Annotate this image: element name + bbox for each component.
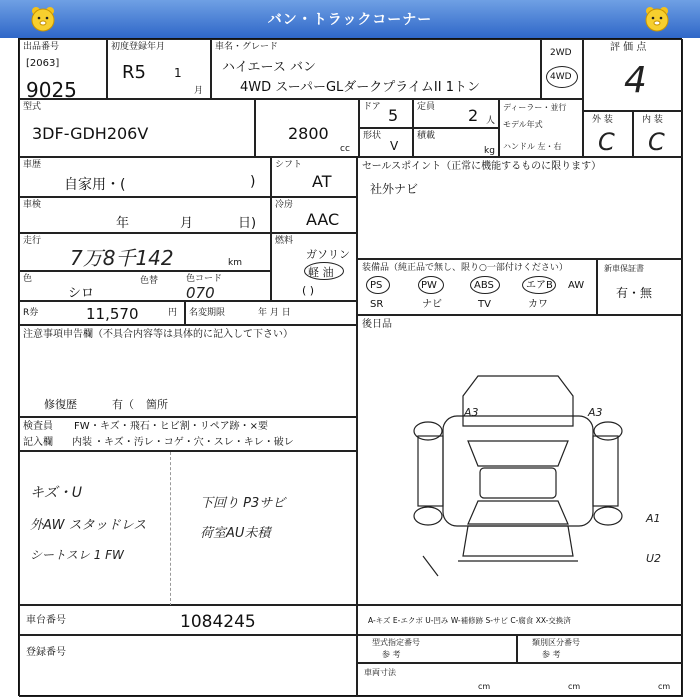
- cooler-cell: [271, 197, 357, 233]
- name-change-cell: [185, 301, 357, 325]
- score-label: 評 価 点: [610, 42, 647, 53]
- doors-cell: [359, 99, 413, 128]
- interior-label: 内 装: [642, 115, 663, 125]
- model-name-line1: ハイエース バン: [222, 60, 316, 75]
- inspector-line1-prefix: FW: [74, 421, 90, 432]
- registration-no-cell: [19, 635, 357, 697]
- eq-pw: PW: [421, 280, 437, 291]
- note-cargo: 荷室AU未積: [200, 526, 271, 541]
- registration-era: R5: [122, 62, 146, 83]
- color-label: 色: [23, 274, 33, 284]
- color-value: シロ: [68, 286, 95, 301]
- dimensions-cell: [357, 663, 683, 697]
- repair-value: 有（: [112, 398, 134, 411]
- inspection-cell: [19, 197, 271, 233]
- note-studless: 外AW スタッドレス: [30, 518, 147, 533]
- inspector-label-2: 記入欄: [23, 437, 53, 448]
- inspector-line2: ・キズ・汚レ・コゲ・穴・スレ・キレ・破レ: [94, 437, 294, 448]
- chassis-value: 1084245: [180, 612, 256, 632]
- model-code-value: 3DF-GDH206V: [32, 124, 149, 143]
- cooler-value: AAC: [306, 210, 340, 229]
- fuel-label: 燃料: [275, 236, 294, 246]
- eq-sr: SR: [370, 299, 384, 310]
- class-ref: 参 考: [542, 650, 561, 659]
- fuel-cell: [271, 233, 357, 301]
- chassis-label: 車台番号: [26, 615, 66, 626]
- score-value: 4: [624, 60, 647, 101]
- lot-number: 9025: [26, 78, 77, 102]
- capacity-value: 2: [468, 106, 479, 125]
- model-spec-ref: 参 考: [382, 650, 401, 659]
- bear-mascot-icon: [28, 4, 58, 34]
- eq-ps: PS: [370, 280, 383, 291]
- legend-text: A-キズ E-エクボ U-凹み W-補修跡 S-サビ C-腐食 XX-交換済: [368, 616, 571, 625]
- handle-label: ハンドル 左・右: [503, 142, 562, 151]
- eq-abs: ABS: [474, 280, 494, 291]
- color-code: 070: [186, 284, 215, 302]
- shape-value: V: [390, 139, 399, 153]
- exterior-label: 外 装: [592, 115, 613, 125]
- mileage-cell: [19, 233, 271, 271]
- model-name-label: 車名・グレード: [215, 42, 279, 52]
- load-label: 積載: [417, 131, 436, 141]
- drive-cell: [541, 39, 583, 99]
- repair-label: 修復歴: [44, 398, 77, 411]
- interior-cell: [633, 111, 683, 157]
- chassis-cell: [19, 605, 357, 635]
- load-cell: [413, 128, 499, 157]
- fuel-diesel: 軽 油: [308, 266, 334, 279]
- eq-airbag: エアB: [526, 280, 553, 291]
- mark-a3-left: A3: [464, 406, 479, 419]
- color-code-label: 色コード: [186, 274, 223, 284]
- history-close: ): [250, 174, 256, 190]
- eq-aw: AW: [568, 280, 585, 291]
- lot-bracket-code: [2063]: [26, 58, 60, 69]
- shape-cell: [359, 128, 413, 157]
- registration-no-label: 登録番号: [26, 647, 66, 658]
- legend-cell: [357, 605, 683, 635]
- capacity-unit: 人: [486, 116, 496, 126]
- mileage-unit: km: [228, 258, 242, 268]
- dealer-label: ディーラー・並行: [503, 103, 567, 112]
- warranty-cell: [597, 259, 683, 315]
- name-change-label: 名変期限: [189, 308, 226, 318]
- recycle-unit: 円: [168, 308, 178, 318]
- registration-month: 1: [174, 66, 182, 80]
- note-seat: シートスレ 1 FW: [30, 548, 124, 562]
- model-code-label: 型式: [23, 102, 42, 112]
- dim-unit-1: cm: [478, 682, 491, 691]
- shift-label: シフト: [275, 160, 303, 170]
- exterior-value: C: [598, 128, 615, 156]
- inspector-line1: ・キズ・飛石・ヒビ割・リペア跡・×要: [90, 421, 268, 432]
- mark-a1: A1: [646, 512, 661, 525]
- interior-value: C: [648, 128, 665, 156]
- inspector-cell: [19, 417, 357, 451]
- notes-cell: [19, 325, 357, 417]
- inspector-line2-prefix: 内装: [72, 437, 92, 448]
- after-label: 後日品: [362, 319, 392, 330]
- warranty-label: 新車保証書: [604, 264, 644, 273]
- inspection-label: 車検: [23, 200, 42, 210]
- lot-label: 出品番号: [23, 42, 60, 52]
- class-cell: [517, 635, 683, 663]
- displacement-value: 2800: [288, 124, 329, 143]
- inspection-day: 日): [238, 216, 257, 231]
- history-value: 自家用・(: [64, 177, 126, 193]
- auction-sheet: [18, 38, 682, 696]
- doors-label: ドア: [363, 102, 381, 112]
- inspection-year: 年: [116, 216, 130, 231]
- header-title: バン・トラックコーナー: [267, 12, 433, 28]
- exterior-cell: [583, 111, 633, 157]
- mark-a3-right: A3: [588, 406, 603, 419]
- lot-cell: [19, 39, 107, 102]
- recycle-value: 11,570: [86, 305, 139, 323]
- header-bar: [0, 0, 700, 38]
- shape-label: 形状: [363, 131, 382, 141]
- registration-month-unit: 月: [194, 86, 204, 96]
- doors-value: 5: [388, 106, 399, 125]
- drive-2wd: 2WD: [550, 48, 572, 58]
- color-change-label: 色替: [140, 276, 159, 286]
- bear-mascot-icon-right: [642, 4, 672, 34]
- inspector-label-1: 検査員: [23, 421, 53, 432]
- dimensions-label: 車両寸法: [364, 668, 396, 677]
- dim-unit-3: cm: [658, 682, 671, 691]
- equipment-cell: [357, 259, 597, 315]
- sales-points-label: セールスポイント（正常に機能するものに限ります）: [362, 161, 602, 172]
- model-year-label: モデル年式: [503, 120, 543, 129]
- history-cell: [19, 157, 271, 197]
- model-name-cell: [211, 39, 541, 99]
- diagram-cell: [357, 315, 683, 605]
- registration-label: 初度登録年月: [111, 42, 166, 52]
- warranty-value: 有・無: [616, 286, 653, 300]
- cooler-label: 冷房: [275, 200, 294, 210]
- recycle-label: R券: [23, 308, 39, 318]
- sales-points-value: 社外ナビ: [370, 182, 419, 196]
- mileage-label: 走行: [23, 236, 42, 246]
- eq-tv: TV: [478, 299, 491, 310]
- note-scratch: キズ・U: [30, 485, 82, 501]
- dim-unit-2: cm: [568, 682, 581, 691]
- model-spec-label: 型式指定番号: [372, 638, 420, 647]
- equipment-label: 装備品（純正品で無し、限り○一部付けください）: [362, 263, 568, 273]
- drive-4wd: 4WD: [550, 72, 572, 82]
- history-label: 車歴: [23, 160, 42, 170]
- score-cell: [583, 39, 683, 111]
- recycle-cell: [19, 301, 185, 325]
- displacement-unit: cc: [340, 144, 350, 154]
- dealer-cell: [499, 99, 583, 157]
- capacity-label: 定員: [417, 102, 436, 112]
- shift-value: AT: [312, 172, 332, 191]
- model-name-line2: 4WD スーパーGLダークプライムII 1トン: [240, 80, 480, 95]
- shift-cell: [271, 157, 357, 197]
- fuel-gasoline: ガソリン: [306, 248, 350, 261]
- fuel-paren: ( ): [302, 284, 315, 297]
- repair-place: 箇所: [146, 398, 168, 411]
- registration-cell: [107, 39, 211, 99]
- color-cell: [19, 271, 271, 301]
- mileage-value: 7万8千142: [70, 246, 174, 270]
- note-underbody: 下回り P3サビ: [200, 496, 286, 511]
- displacement-cell: [255, 99, 359, 157]
- sales-points-cell: [357, 157, 683, 259]
- eq-navi: ナビ: [422, 299, 442, 310]
- eq-leather: カワ: [528, 299, 548, 310]
- inspection-month: 月: [180, 216, 194, 231]
- notes-label: 注意事項申告欄（不具合内容等は具体的に記入して下さい）: [23, 329, 293, 340]
- capacity-cell: [413, 99, 499, 128]
- car-damage-diagram: [398, 356, 638, 586]
- handwriting-cell: [19, 451, 357, 605]
- load-unit: kg: [484, 146, 495, 156]
- mark-u2: U2: [646, 552, 662, 565]
- class-label: 類別区分番号: [532, 638, 580, 647]
- name-change-date: 年 月 日: [258, 308, 291, 318]
- model-spec-cell: [357, 635, 517, 663]
- model-code-cell: [19, 99, 255, 157]
